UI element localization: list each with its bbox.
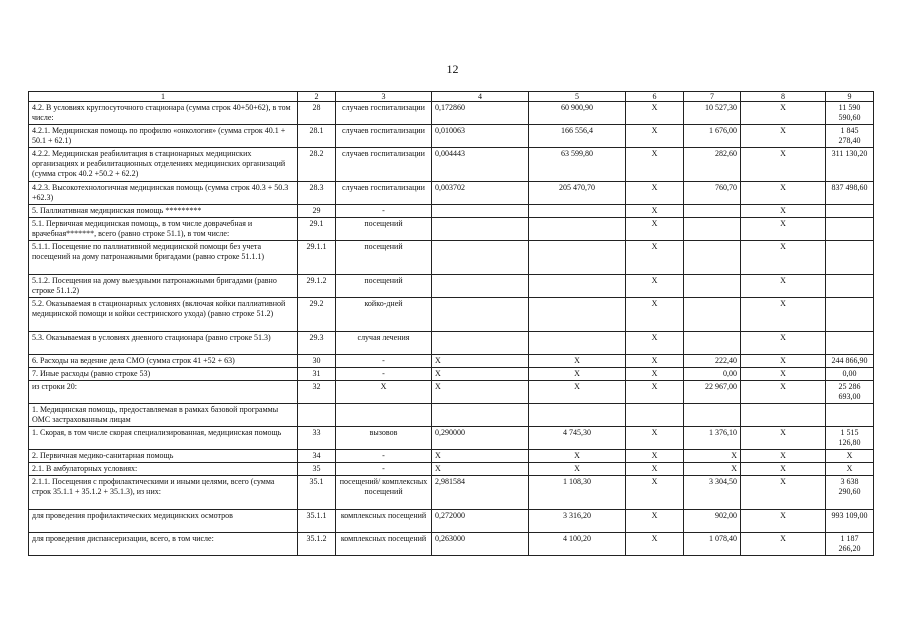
- col7-value: X: [741, 241, 826, 275]
- col7-value: X: [741, 125, 826, 148]
- row-unit: посещений: [336, 241, 432, 275]
- col7-value: X: [741, 332, 826, 355]
- col8-value: 1 187 266,20: [826, 533, 874, 556]
- table-row: [29, 427, 874, 450]
- col3-value: X: [432, 381, 529, 404]
- row-unit: койко-дней: [336, 298, 432, 332]
- col6-value: X: [684, 450, 741, 463]
- col8-value: X: [826, 463, 874, 476]
- table-row: [29, 404, 874, 427]
- row-line-number: 29.3: [298, 332, 336, 355]
- row-name: 6. Расходы на ведение дела СМО (сумма строк 41 +52 + 63): [29, 355, 298, 368]
- col5-value: X: [626, 125, 684, 148]
- col7-value: [741, 404, 826, 427]
- row-name: 5.1.2. Посещения на дому выездными патронажными бригадами (равно строке 51.1.2): [29, 275, 298, 298]
- row-name: 4.2.2. Медицинская реабилитация в стационарных медицинских организациях и реабилитационных отделениях медицинских организаций (сумма строк 40.2 +50.2 + 62.2): [29, 148, 298, 182]
- row-line-number: 29: [298, 205, 336, 218]
- col6-value: X: [684, 463, 741, 476]
- table-row: [29, 533, 874, 556]
- col5-value: X: [626, 427, 684, 450]
- col4-value: 4 100,20: [529, 533, 626, 556]
- column-number: 6: [626, 92, 684, 102]
- col3-value: [432, 218, 529, 241]
- row-name: 5.3. Оказываемая в условиях дневного стационара (равно строке 51.3): [29, 332, 298, 355]
- row-line-number: 28.2: [298, 148, 336, 182]
- column-number: 2: [298, 92, 336, 102]
- col6-value: 22 967,00: [684, 381, 741, 404]
- col4-value: 63 599,80: [529, 148, 626, 182]
- col3-value: 0,010063: [432, 125, 529, 148]
- col6-value: 222,40: [684, 355, 741, 368]
- row-name: 4.2. В условиях круглосуточного стационара (сумма строк 40+50+62), в том числе:: [29, 102, 298, 125]
- col4-value: X: [529, 463, 626, 476]
- col5-value: X: [626, 332, 684, 355]
- col8-value: 11 590 590,60: [826, 102, 874, 125]
- col4-value: [529, 241, 626, 275]
- row-line-number: 28.3: [298, 182, 336, 205]
- row-line-number: 35: [298, 463, 336, 476]
- col6-value: 760,70: [684, 182, 741, 205]
- col7-value: X: [741, 182, 826, 205]
- row-unit: -: [336, 463, 432, 476]
- col6-value: 1 078,40: [684, 533, 741, 556]
- col7-value: X: [741, 476, 826, 510]
- table-row: [29, 332, 874, 355]
- column-number: 9: [826, 92, 874, 102]
- column-number: 7: [684, 92, 741, 102]
- col5-value: X: [626, 148, 684, 182]
- col7-value: X: [741, 463, 826, 476]
- col4-value: X: [529, 368, 626, 381]
- row-line-number: 28: [298, 102, 336, 125]
- row-name: 1. Скорая, в том числе скорая специализированная, медицинская помощь: [29, 427, 298, 450]
- col8-value: 0,00: [826, 368, 874, 381]
- col5-value: X: [626, 241, 684, 275]
- col6-value: 902,00: [684, 510, 741, 533]
- column-number-row: [29, 92, 874, 102]
- row-name: для проведения диспансеризации, всего, в том числе:: [29, 533, 298, 556]
- row-unit: -: [336, 450, 432, 463]
- col3-value: [432, 298, 529, 332]
- col7-value: X: [741, 533, 826, 556]
- row-unit: посещений: [336, 275, 432, 298]
- col4-value: 205 470,70: [529, 182, 626, 205]
- table-row: [29, 450, 874, 463]
- col3-value: X: [432, 368, 529, 381]
- row-line-number: 30: [298, 355, 336, 368]
- row-name: 2.1. В амбулаторных условиях:: [29, 463, 298, 476]
- row-name: 2. Первичная медико-санитарная помощь: [29, 450, 298, 463]
- row-name: 5. Паллиативная медицинская помощь *********: [29, 205, 298, 218]
- column-number: 4: [432, 92, 529, 102]
- table-row: [29, 381, 874, 404]
- col8-value: [826, 218, 874, 241]
- col5-value: X: [626, 182, 684, 205]
- col6-value: [684, 404, 741, 427]
- row-name: для проведения профилактических медицинских осмотров: [29, 510, 298, 533]
- col7-value: X: [741, 450, 826, 463]
- col5-value: [626, 404, 684, 427]
- col5-value: X: [626, 368, 684, 381]
- row-unit: [336, 404, 432, 427]
- col7-value: X: [741, 148, 826, 182]
- row-unit: случаев госпитализации: [336, 102, 432, 125]
- table-row: [29, 218, 874, 241]
- row-name: из строки 20:: [29, 381, 298, 404]
- col5-value: X: [626, 205, 684, 218]
- col7-value: X: [741, 368, 826, 381]
- col5-value: X: [626, 298, 684, 332]
- col5-value: X: [626, 381, 684, 404]
- col4-value: 166 556,4: [529, 125, 626, 148]
- row-line-number: 28.1: [298, 125, 336, 148]
- table-row: [29, 125, 874, 148]
- col6-value: 3 304,50: [684, 476, 741, 510]
- col4-value: 1 108,30: [529, 476, 626, 510]
- col7-value: X: [741, 510, 826, 533]
- row-unit: X: [336, 381, 432, 404]
- col8-value: 1 845 278,40: [826, 125, 874, 148]
- row-unit: случаев госпитализации: [336, 125, 432, 148]
- col3-value: [432, 404, 529, 427]
- col8-value: 1 515 126,80: [826, 427, 874, 450]
- row-name: 5.2. Оказываемая в стационарных условиях (включая койки паллиативной медицинской помощи и койки сестринского ухода) (равно строке 51.2): [29, 298, 298, 332]
- col7-value: X: [741, 381, 826, 404]
- row-unit: случая лечения: [336, 332, 432, 355]
- col3-value: X: [432, 450, 529, 463]
- col4-value: [529, 332, 626, 355]
- col8-value: 25 286 693,00: [826, 381, 874, 404]
- col5-value: X: [626, 533, 684, 556]
- table-row: [29, 275, 874, 298]
- table-row: [29, 148, 874, 182]
- col3-value: [432, 332, 529, 355]
- col5-value: X: [626, 450, 684, 463]
- col5-value: X: [626, 463, 684, 476]
- financial-table: [28, 91, 874, 556]
- col7-value: X: [741, 427, 826, 450]
- col7-value: X: [741, 355, 826, 368]
- column-number: 1: [29, 92, 298, 102]
- row-line-number: 32: [298, 381, 336, 404]
- col3-value: [432, 275, 529, 298]
- col7-value: X: [741, 218, 826, 241]
- table-row: [29, 510, 874, 533]
- row-name: 4.2.3. Высокотехнологичная медицинская помощь (сумма строк 40.3 + 50.3 +62.3): [29, 182, 298, 205]
- col8-value: [826, 404, 874, 427]
- page-number: 12: [446, 62, 459, 76]
- row-unit: -: [336, 368, 432, 381]
- col8-value: [826, 241, 874, 275]
- col6-value: 1 376,10: [684, 427, 741, 450]
- col6-value: [684, 275, 741, 298]
- col3-value: 0,263000: [432, 533, 529, 556]
- col4-value: [529, 404, 626, 427]
- col6-value: 10 527,30: [684, 102, 741, 125]
- row-name: 2.1.1. Посещения с профилактическими и иными целями, всего (сумма строк 35.1.1 + 35.1.2 + 35.1.3), из них:: [29, 476, 298, 510]
- table-row: [29, 241, 874, 275]
- col8-value: X: [826, 450, 874, 463]
- col4-value: [529, 205, 626, 218]
- col6-value: [684, 298, 741, 332]
- col6-value: 1 676,00: [684, 125, 741, 148]
- col5-value: X: [626, 102, 684, 125]
- col3-value: 0,290000: [432, 427, 529, 450]
- row-line-number: 33: [298, 427, 336, 450]
- col6-value: [684, 218, 741, 241]
- row-name: 5.1.1. Посещение по паллиативной медицинской помощи без учета посещений на дому патронажными бригадами (равно строке 51.1.1): [29, 241, 298, 275]
- table-row: [29, 463, 874, 476]
- row-unit: вызовов: [336, 427, 432, 450]
- table-row: [29, 298, 874, 332]
- row-line-number: [298, 404, 336, 427]
- row-unit: случаев госпитализации: [336, 182, 432, 205]
- col5-value: X: [626, 510, 684, 533]
- col8-value: [826, 275, 874, 298]
- row-unit: посещений/ комплексных посещений: [336, 476, 432, 510]
- table-row: [29, 476, 874, 510]
- table-row: [29, 368, 874, 381]
- row-unit: -: [336, 205, 432, 218]
- row-name: 4.2.1. Медицинская помощь по профилю «онкология» (сумма строк 40.1 + 50.1 + 62.1): [29, 125, 298, 148]
- row-line-number: 29.2: [298, 298, 336, 332]
- col5-value: X: [626, 218, 684, 241]
- col5-value: X: [626, 275, 684, 298]
- col4-value: 60 900,90: [529, 102, 626, 125]
- row-line-number: 29.1.1: [298, 241, 336, 275]
- col3-value: 0,172860: [432, 102, 529, 125]
- col6-value: [684, 241, 741, 275]
- col8-value: [826, 298, 874, 332]
- row-line-number: 35.1: [298, 476, 336, 510]
- col8-value: [826, 205, 874, 218]
- col4-value: [529, 275, 626, 298]
- col4-value: 3 316,20: [529, 510, 626, 533]
- row-unit: случаев госпитализации: [336, 148, 432, 182]
- col3-value: 0,003702: [432, 182, 529, 205]
- row-line-number: 29.1.2: [298, 275, 336, 298]
- col8-value: [826, 332, 874, 355]
- row-unit: комплексных посещений: [336, 510, 432, 533]
- row-line-number: 35.1.2: [298, 533, 336, 556]
- table-row: [29, 182, 874, 205]
- col8-value: 993 109,00: [826, 510, 874, 533]
- row-unit: комплексных посещений: [336, 533, 432, 556]
- col3-value: X: [432, 355, 529, 368]
- col8-value: 3 638 290,60: [826, 476, 874, 510]
- row-unit: -: [336, 355, 432, 368]
- column-number: 8: [741, 92, 826, 102]
- col6-value: 0,00: [684, 368, 741, 381]
- table-row: [29, 355, 874, 368]
- col3-value: [432, 205, 529, 218]
- row-name: 1. Медицинская помощь, предоставляемая в рамках базовой программы ОМС застрахованным лицам: [29, 404, 298, 427]
- table-row: [29, 102, 874, 125]
- row-line-number: 35.1.1: [298, 510, 336, 533]
- col8-value: 311 130,20: [826, 148, 874, 182]
- col7-value: X: [741, 298, 826, 332]
- row-name: 5.1. Первичная медицинская помощь, в том числе доврачебная и врачебная*******, всего (равно строке 51.1), в том числе:: [29, 218, 298, 241]
- col5-value: X: [626, 476, 684, 510]
- col7-value: X: [741, 102, 826, 125]
- col3-value: [432, 241, 529, 275]
- column-number: 3: [336, 92, 432, 102]
- col4-value: [529, 218, 626, 241]
- col3-value: 0,004443: [432, 148, 529, 182]
- col4-value: [529, 298, 626, 332]
- row-unit: посещений: [336, 218, 432, 241]
- col4-value: 4 745,30: [529, 427, 626, 450]
- col3-value: 2,981584: [432, 476, 529, 510]
- col7-value: X: [741, 205, 826, 218]
- col5-value: X: [626, 355, 684, 368]
- row-line-number: 34: [298, 450, 336, 463]
- col3-value: 0,272000: [432, 510, 529, 533]
- col6-value: [684, 332, 741, 355]
- row-line-number: 31: [298, 368, 336, 381]
- col7-value: X: [741, 275, 826, 298]
- column-number: 5: [529, 92, 626, 102]
- row-line-number: 29.1: [298, 218, 336, 241]
- table-row: [29, 205, 874, 218]
- col3-value: X: [432, 463, 529, 476]
- col8-value: 837 498,60: [826, 182, 874, 205]
- col8-value: 244 866,90: [826, 355, 874, 368]
- col6-value: 282,60: [684, 148, 741, 182]
- col6-value: [684, 205, 741, 218]
- col4-value: X: [529, 355, 626, 368]
- col4-value: X: [529, 381, 626, 404]
- col4-value: X: [529, 450, 626, 463]
- row-name: 7. Иные расходы (равно строке 53): [29, 368, 298, 381]
